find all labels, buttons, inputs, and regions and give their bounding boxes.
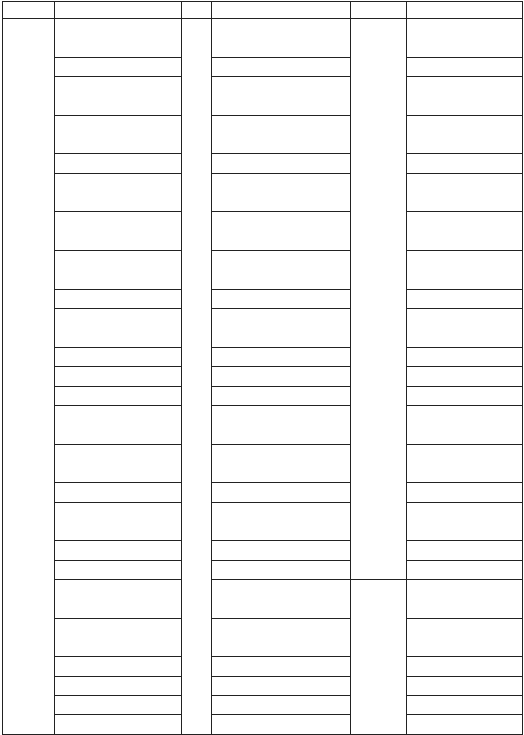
major-cell bbox=[407, 173, 523, 212]
major-cell bbox=[407, 367, 523, 386]
major-cell bbox=[407, 309, 523, 348]
major-cell bbox=[55, 347, 182, 366]
major-cell bbox=[407, 676, 523, 695]
major-cell bbox=[407, 289, 523, 308]
major-cell bbox=[212, 405, 351, 444]
major-cell bbox=[407, 715, 523, 734]
table-row bbox=[3, 173, 523, 192]
major-cell bbox=[212, 715, 351, 734]
major-cell bbox=[55, 502, 182, 541]
major-cell bbox=[407, 579, 523, 618]
major-cell bbox=[212, 657, 351, 676]
major-cell bbox=[55, 19, 182, 58]
major-cell bbox=[407, 560, 523, 579]
major-cell bbox=[212, 676, 351, 695]
major-cell bbox=[55, 173, 182, 212]
major-cell bbox=[55, 154, 182, 173]
major-cell bbox=[407, 483, 523, 502]
major-cell bbox=[55, 444, 182, 483]
table-row bbox=[3, 696, 523, 715]
major-cell bbox=[55, 541, 182, 560]
category-cell bbox=[351, 579, 407, 734]
table-row bbox=[3, 367, 523, 386]
major-cell bbox=[212, 541, 351, 560]
major-cell bbox=[212, 367, 351, 386]
major-cell bbox=[55, 560, 182, 579]
major-cell bbox=[55, 715, 182, 734]
major-cell bbox=[55, 77, 182, 116]
table-row bbox=[3, 347, 523, 366]
major-cell bbox=[407, 657, 523, 676]
major-cell bbox=[55, 657, 182, 676]
major-cell bbox=[55, 57, 182, 76]
table-row bbox=[3, 405, 523, 424]
header-row bbox=[3, 2, 523, 19]
header-category bbox=[3, 2, 55, 19]
major-cell bbox=[407, 57, 523, 76]
major-cell bbox=[212, 57, 351, 76]
major-cell bbox=[55, 386, 182, 405]
major-cell bbox=[212, 618, 351, 657]
table-row bbox=[3, 212, 523, 231]
category-cell bbox=[351, 19, 407, 580]
major-cell bbox=[407, 444, 523, 483]
major-cell bbox=[212, 560, 351, 579]
major-cell bbox=[212, 115, 351, 154]
major-cell bbox=[55, 289, 182, 308]
major-cell bbox=[212, 579, 351, 618]
major-cell bbox=[407, 212, 523, 251]
category-cell bbox=[182, 19, 212, 735]
table-row bbox=[3, 715, 523, 734]
majors-table bbox=[2, 1, 523, 735]
major-cell bbox=[55, 212, 182, 251]
major-cell bbox=[55, 579, 182, 618]
table-row bbox=[3, 560, 523, 579]
major-cell bbox=[55, 309, 182, 348]
major-cell bbox=[407, 251, 523, 290]
table-row bbox=[3, 386, 523, 405]
major-cell bbox=[407, 618, 523, 657]
major-cell bbox=[212, 347, 351, 366]
table-row bbox=[3, 541, 523, 560]
table-row bbox=[3, 115, 523, 134]
major-cell bbox=[212, 154, 351, 173]
major-cell bbox=[212, 483, 351, 502]
table-row bbox=[3, 289, 523, 308]
table-row bbox=[3, 579, 523, 598]
major-cell bbox=[55, 696, 182, 715]
header-category bbox=[351, 2, 407, 19]
major-cell bbox=[407, 77, 523, 116]
major-cell bbox=[407, 541, 523, 560]
table-row bbox=[3, 57, 523, 76]
major-cell bbox=[407, 115, 523, 154]
major-cell bbox=[55, 676, 182, 695]
major-cell bbox=[55, 618, 182, 657]
major-cell bbox=[407, 696, 523, 715]
table-row bbox=[3, 309, 523, 328]
major-cell bbox=[407, 405, 523, 444]
major-cell bbox=[407, 502, 523, 541]
major-cell bbox=[407, 347, 523, 366]
table-row bbox=[3, 19, 523, 38]
major-cell bbox=[212, 173, 351, 212]
table-row bbox=[3, 251, 523, 270]
major-cell bbox=[212, 19, 351, 58]
table-row bbox=[3, 657, 523, 676]
header-category bbox=[182, 2, 212, 19]
header-major-name bbox=[212, 2, 351, 19]
table-row bbox=[3, 483, 523, 502]
header-major-name bbox=[55, 2, 182, 19]
major-cell bbox=[407, 154, 523, 173]
table-row bbox=[3, 676, 523, 695]
major-cell bbox=[407, 386, 523, 405]
table-row bbox=[3, 618, 523, 637]
major-cell bbox=[212, 251, 351, 290]
table-row bbox=[3, 444, 523, 463]
major-cell bbox=[212, 696, 351, 715]
category-cell bbox=[3, 19, 55, 735]
major-cell bbox=[212, 444, 351, 483]
major-cell bbox=[212, 77, 351, 116]
header-major-name bbox=[407, 2, 523, 19]
major-cell bbox=[55, 367, 182, 386]
major-cell bbox=[55, 405, 182, 444]
major-cell bbox=[212, 212, 351, 251]
table-body bbox=[3, 19, 523, 735]
major-cell bbox=[212, 309, 351, 348]
major-cell bbox=[55, 251, 182, 290]
major-cell bbox=[212, 289, 351, 308]
major-cell bbox=[212, 502, 351, 541]
major-cell bbox=[55, 483, 182, 502]
table-row bbox=[3, 502, 523, 521]
major-cell bbox=[55, 115, 182, 154]
major-cell bbox=[212, 386, 351, 405]
major-cell bbox=[407, 19, 523, 58]
table-row bbox=[3, 154, 523, 173]
table-row bbox=[3, 77, 523, 96]
